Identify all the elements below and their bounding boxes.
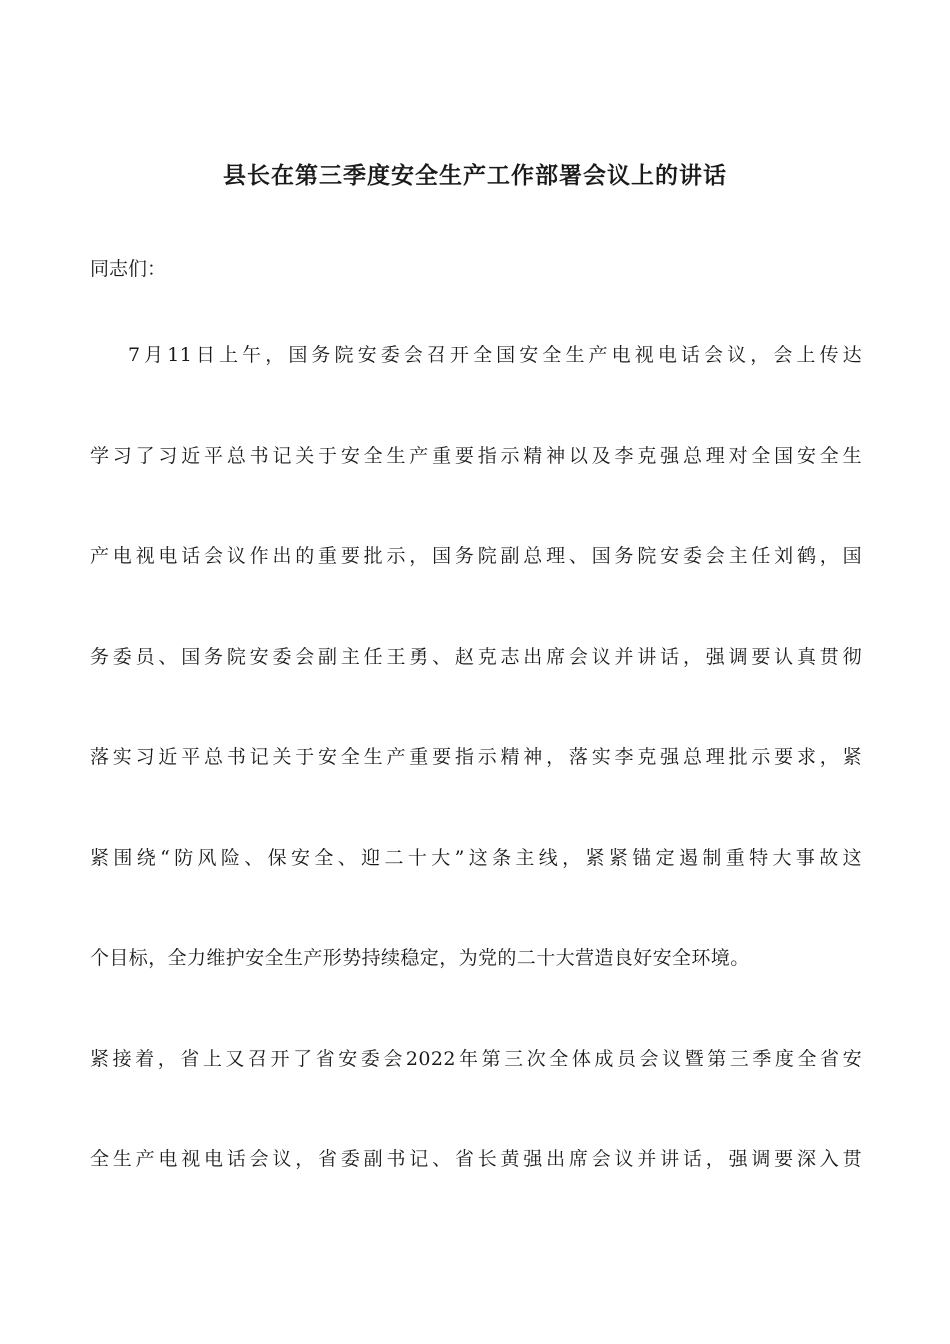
- body-line: 7月11日上午，国务院安委会召开全国安全生产电视电话会议，会上传达: [128, 344, 862, 366]
- body-line: 落实习近平总书记关于安全生产重要指示精神，落实李克强总理批示要求，紧: [90, 746, 862, 768]
- body-line: 紧接着，省上又召开了省安委会2022年第三次全体成员会议暨第三季度全省安: [90, 1047, 862, 1070]
- body-paragraph: [90, 340, 862, 1245]
- body-line: 务委员、国务院安委会副主任王勇、赵克志出席会议并讲话，强调要认真贯彻: [90, 645, 862, 668]
- body-line: 紧围绕“防风险、保安全、迎二十大”这条主线，紧紧锚定遏制重特大事故这: [90, 846, 862, 869]
- body-line: 产电视电话会议作出的重要批示，国务院副总理、国务院安委会主任刘鹤，国: [90, 545, 862, 567]
- body-line: 全生产电视电话会议，省委副书记、省长黄强出席会议并讲话，强调要深入贯: [90, 1148, 862, 1170]
- body-line: 个目标，全力维护安全生产形势持续稳定，为党的二十大营造良好安全环境。: [90, 947, 750, 969]
- body-line: 学习了习近平总书记关于安全生产重要指示精神以及李克强总理对全国安全生: [90, 444, 862, 467]
- document-title: 县长在第三季度安全生产工作部署会议上的讲话: [223, 163, 727, 189]
- greeting: 同志们：: [90, 258, 167, 280]
